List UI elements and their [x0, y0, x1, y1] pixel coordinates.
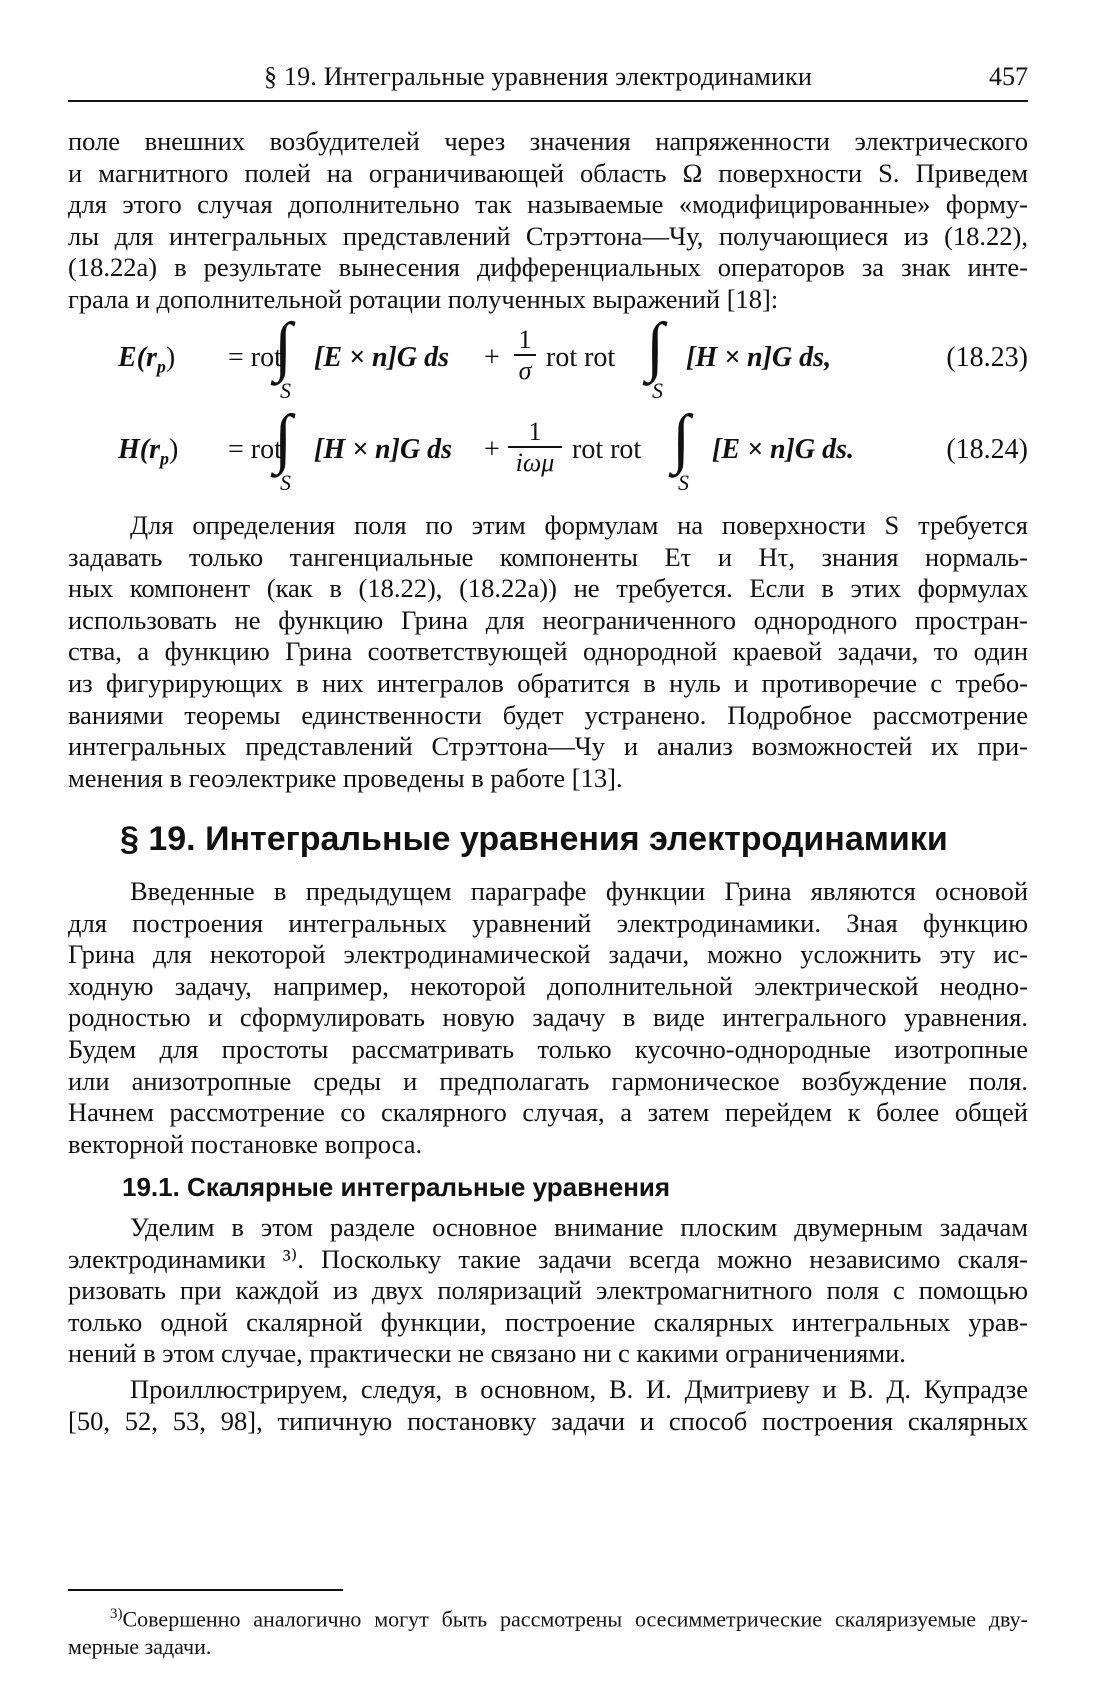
footnote-line: $^{3)}$Совершенно аналогично могут быть рассмотрены осесимметрические скаляризуемые дву-: [110, 1606, 1028, 1632]
text-line: (18.22а) в результате вынесения дифференциальных операторов за знак инте-: [68, 252, 1028, 283]
text-line: Для определения поля по этим формулам на поверхности S требуется: [130, 510, 1028, 540]
eq-plus: +: [484, 434, 500, 465]
text-line: электродинамики ³⁾. Поскольку такие задачи всегда можно независимо скаля-: [68, 1243, 1028, 1274]
equation-number: (18.23): [946, 342, 1028, 373]
text-line: использовать не функцию Грина для неограниченного однородного простран-: [68, 604, 1028, 635]
eq-term: [E × n]G ds: [314, 342, 449, 373]
text-line: [50, 52, 53, 98], типичную постановку задачи и способ построения скалярных: [68, 1405, 1028, 1436]
header-rule: [68, 100, 1028, 102]
integral-sign: ∫: [646, 310, 665, 383]
eq-plus: +: [484, 342, 500, 373]
footnote-line: мерные задачи.: [68, 1634, 212, 1660]
text-line: ства, а функцию Грина соответствующей однородной краевой задачи, то один: [68, 636, 1028, 667]
paragraph-definition: [68, 510, 1028, 794]
eq-lhs: $E(r_p)$: [118, 342, 176, 377]
page-number: 457: [989, 62, 1028, 91]
integral-sign: ∫: [274, 310, 293, 383]
eq-term: [H × n]G ds,: [686, 342, 832, 373]
text-line: интегральных представлений Стрэттона—Чу и анализ возможностей их при-: [68, 731, 1028, 762]
header-title: § 19. Интегральные уравнения электродинамики: [264, 62, 813, 91]
text-line: Проиллюстрируем, следуя, в основном, В. И. Дмитриеву и В. Д. Купрадзе: [130, 1374, 1028, 1404]
integral-domain: S: [280, 378, 291, 403]
text-line: лы для интегральных представлений Стрэттона—Чу, получающиеся из (18.22),: [68, 220, 1028, 251]
eq-rotrot: rot rot: [546, 342, 616, 373]
eq-rot: = rot: [228, 342, 282, 373]
section-heading: § 19. Интегральные уравнения электродинамики: [120, 820, 948, 858]
text-line: родностью и сформулировать новую задачу в виде интегрального уравнения.: [68, 1002, 1028, 1033]
text-line: ходную задачу, например, некоторой дополнительной электрической неодно-: [68, 970, 1028, 1001]
integral-sign: ∫: [274, 402, 293, 475]
text-line: для этого случая дополнительно так называемые «модифицированные» форму-: [68, 189, 1028, 220]
text-line: поле внешних возбудителей через значения напряженности электрического: [68, 126, 1028, 156]
eq-lhs: $H(r_p)$: [118, 434, 179, 469]
eq-rot: = rot: [228, 434, 282, 465]
text-line: грала и дополнительной ротации полученных выражений [18]:: [68, 283, 779, 314]
text-line: Будем для простоты рассматривать только кусочно-однородные изотропные: [68, 1033, 1028, 1064]
eq-fraction: 1 iωμ: [508, 418, 562, 478]
text-line: ных компонент (как в (18.22), (18.22а)) не требуется. Если в этих формулах: [68, 573, 1028, 604]
text-line: задавать только тангенциальные компоненты Eτ и Hτ, знания нормаль-: [68, 541, 1028, 572]
eq-fraction: 1 σ: [514, 326, 536, 386]
integral-domain: S: [280, 470, 291, 495]
footnote-rule: [68, 1589, 343, 1591]
paragraph-intro: [68, 126, 1028, 316]
eq-term: [E × n]G ds.: [712, 434, 854, 465]
integral-domain: S: [678, 470, 689, 495]
text-line: векторной постановке вопроса.: [68, 1128, 423, 1159]
text-line: для построения интегральных уравнений электродинамики. Зная функцию: [68, 907, 1028, 938]
paragraph-illustrate: [68, 1374, 1028, 1437]
text-line: Грина для некоторой электродинамической задачи, можно усложнить эту ис-: [68, 939, 1028, 970]
eq-term: [H × n]G ds: [314, 434, 453, 465]
integral-sign: ∫: [672, 402, 691, 475]
paragraph-section-intro: [68, 876, 1028, 1160]
text-line: ризовать при каждой из двух поляризаций электромагнитного поля с помощью: [68, 1275, 1028, 1306]
equation-number: (18.24): [946, 434, 1028, 465]
text-line: нений в этом случае, практически не связано ни с какими ограничениями.: [68, 1338, 906, 1369]
text-line: Введенные в предыдущем параграфе функции Грина являются основой: [130, 876, 1028, 906]
eq-rotrot: rot rot: [572, 434, 642, 465]
text-line: менения в геоэлектрике проведены в работе [13].: [68, 762, 623, 793]
text-line: Уделим в этом разделе основное внимание плоским двумерным задачам: [130, 1212, 1028, 1242]
text-line: из фигурирующих в них интегралов обратится в нуль и противоречие с требо-: [68, 667, 1028, 698]
equation-18-23: [68, 310, 1028, 410]
text-line: ваниями теоремы единственности будет устранено. Подробное рассмотрение: [68, 699, 1028, 730]
text-line: только одной скалярной функции, построение скалярных интегральных урав-: [68, 1306, 1028, 1337]
text-line: или анизотропные среды и предполагать гармоническое возбуждение поля.: [68, 1065, 1028, 1096]
paragraph-scalar: [68, 1212, 1028, 1370]
integral-domain: S: [652, 378, 663, 403]
equation-18-24: [68, 402, 1028, 502]
footnote: [68, 1600, 1028, 1661]
subsection-heading: 19.1. Скалярные интегральные уравнения: [122, 1172, 671, 1202]
text-line: и магнитного полей на ограничивающей область Ω поверхности S. Приведем: [68, 157, 1028, 188]
footnote-marker: 3): [110, 1606, 123, 1622]
text-line: Начнем рассмотрение со скалярного случая, а затем перейдем к более общей: [68, 1097, 1028, 1128]
running-header: [68, 62, 1028, 102]
